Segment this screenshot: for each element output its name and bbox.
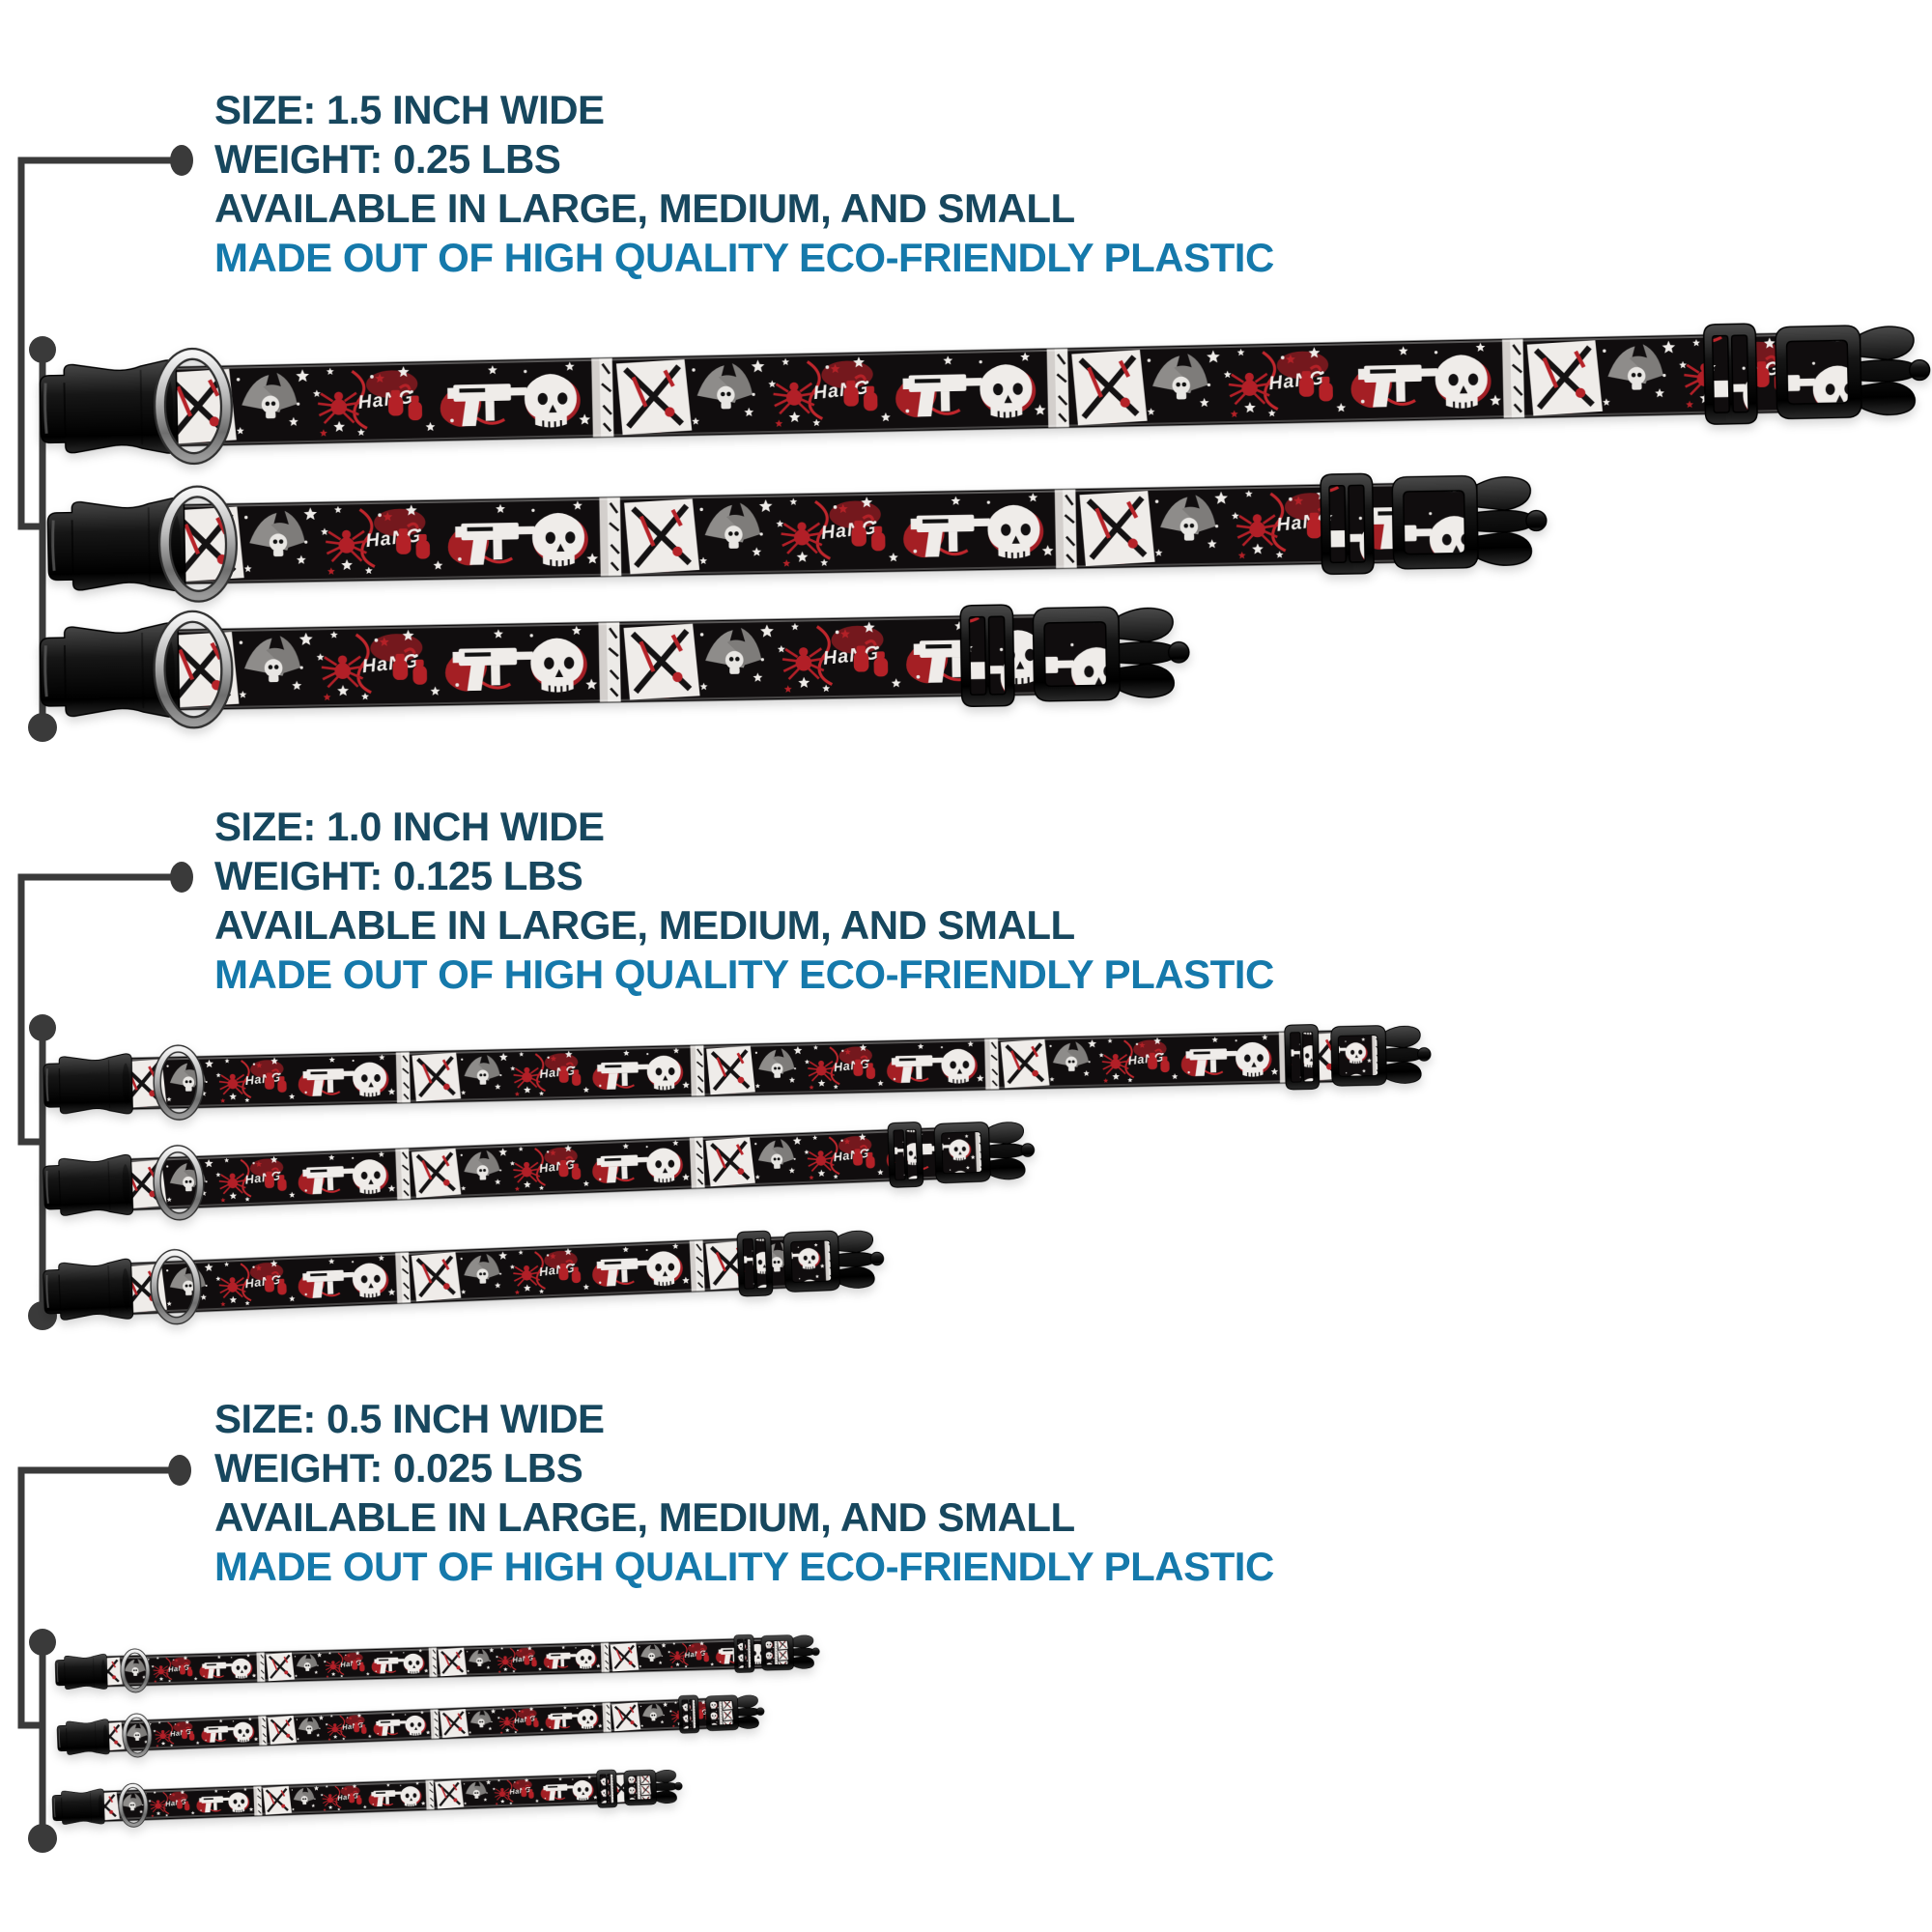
spec-block-1-5-inch: [214, 85, 1274, 282]
availability-label: AVAILABLE IN LARGE, MEDIUM, AND SMALL: [214, 902, 1075, 948]
slide-adjuster: [737, 1231, 773, 1296]
weight-label: WEIGHT: 0.125 LBS: [214, 853, 583, 898]
buckle-male-clip: [1033, 606, 1190, 701]
buckle-male-clip: [783, 1229, 885, 1293]
buckle-male-clip: [1392, 474, 1548, 569]
strap: [96, 1773, 645, 1822]
slide-adjuster: [1321, 473, 1374, 574]
buckle-male-clip: [705, 1694, 764, 1731]
buckle-female-clip: [57, 1719, 110, 1756]
size-label: SIZE: 0.5 INCH WIDE: [214, 1396, 605, 1441]
slide-adjuster: [678, 1695, 699, 1734]
slide-adjuster: [596, 1770, 617, 1808]
size-label: SIZE: 1.5 INCH WIDE: [214, 87, 605, 132]
material-label: MADE OUT OF HIGH QUALITY ECO-FRIENDLY PLASTIC: [214, 235, 1274, 280]
material-label: MADE OUT OF HIGH QUALITY ECO-FRIENDLY PLASTIC: [214, 1544, 1274, 1589]
buckle-male-clip: [624, 1769, 683, 1805]
strap: [118, 1126, 972, 1210]
strap: [163, 483, 1449, 584]
slide-adjuster: [888, 1122, 923, 1187]
buckle-female-clip: [52, 1789, 105, 1826]
availability-label: AVAILABLE IN LARGE, MEDIUM, AND SMALL: [214, 1494, 1075, 1540]
buckle-male-clip: [761, 1634, 820, 1671]
slide-adjuster: [1285, 1024, 1320, 1090]
buckle-male-clip: [1776, 324, 1931, 418]
buckle-male-clip: [1331, 1024, 1432, 1086]
availability-label: AVAILABLE IN LARGE, MEDIUM, AND SMALL: [214, 185, 1075, 231]
slide-adjuster: [1703, 324, 1757, 424]
strap: [99, 1637, 782, 1687]
strap: [118, 1236, 821, 1315]
material-label: MADE OUT OF HIGH QUALITY ECO-FRIENDLY PLASTIC: [214, 952, 1274, 997]
slide-adjuster: [734, 1634, 754, 1673]
size-label: SIZE: 1.0 INCH WIDE: [214, 804, 605, 849]
buckle-male-clip: [934, 1121, 1036, 1183]
strap: [118, 1030, 1367, 1109]
strap: [100, 1698, 727, 1752]
buckle-female-clip: [43, 1259, 133, 1322]
collar-image-small-section-1: [30, 580, 1199, 745]
spec-block-0-5-inch: [214, 1394, 1274, 1591]
slide-adjuster: [960, 605, 1014, 707]
strap: [156, 332, 1833, 446]
spec-block-1-0-inch: [214, 802, 1274, 999]
strap: [157, 613, 1091, 710]
buckle-female-clip: [43, 1054, 133, 1116]
buckle-female-clip: [43, 1154, 133, 1217]
buckle-female-clip: [55, 1654, 107, 1690]
weight-label: WEIGHT: 0.025 LBS: [214, 1445, 583, 1491]
weight-label: WEIGHT: 0.25 LBS: [214, 136, 561, 182]
